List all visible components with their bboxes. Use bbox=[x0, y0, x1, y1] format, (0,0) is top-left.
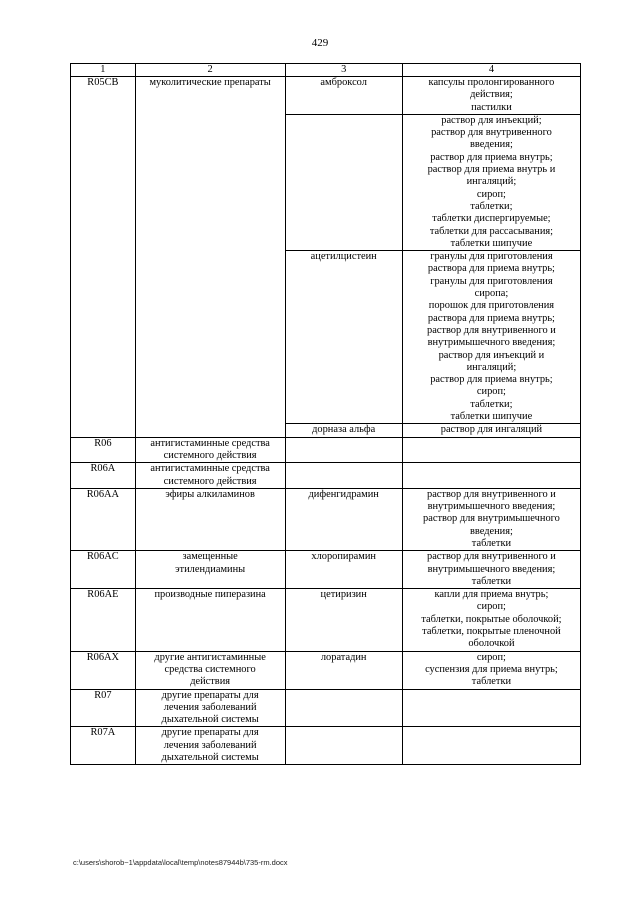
page-number: 429 bbox=[311, 37, 329, 49]
table-row bbox=[71, 689, 581, 727]
drug-cell: ацетилцистеин bbox=[285, 251, 402, 424]
header-cell-1: 1 bbox=[71, 64, 136, 77]
header-cell-2: 2 bbox=[135, 64, 285, 77]
forms-cell bbox=[402, 463, 580, 489]
header-cell-3: 3 bbox=[285, 64, 402, 77]
atc-code-cell: R06A bbox=[71, 463, 136, 489]
forms-cell: капли для приема внутрь; сироп; таблетки, покрытые оболочкой; таблетки, покрытые пленочной оболочкой bbox=[402, 589, 580, 651]
atc-code-cell: R05CB bbox=[71, 77, 136, 438]
drug-cell bbox=[285, 689, 402, 727]
table-row bbox=[71, 727, 581, 765]
table-row bbox=[71, 488, 581, 550]
atc-code-cell: R06 bbox=[71, 437, 136, 463]
group-cell: антигистаминные средства системного действия bbox=[135, 463, 285, 489]
drug-cell bbox=[285, 114, 402, 250]
group-cell: другие антигистаминные средства системного действия bbox=[135, 651, 285, 689]
forms-cell: раствор для инъекций; раствор для внутривенного введения; раствор для приема внутрь; раствор для приема внутрь и ингаляций; сироп; таблетки; таблетки диспергируемые; таблетки для рассасывания; таблетки шипучие bbox=[402, 114, 580, 250]
file-path-footer: c:\users\shorob~1\appdata\local\temp\notes87944b\735-rm.docx bbox=[73, 858, 288, 867]
drug-cell bbox=[285, 727, 402, 765]
table-row bbox=[71, 651, 581, 689]
group-cell: эфиры алкиламинов bbox=[135, 488, 285, 550]
table-row bbox=[71, 437, 581, 463]
drug-cell: амброксол bbox=[285, 77, 402, 115]
forms-cell: раствор для ингаляций bbox=[402, 424, 580, 437]
forms-cell bbox=[402, 727, 580, 765]
table-row bbox=[71, 77, 581, 115]
group-cell: производные пиперазина bbox=[135, 589, 285, 651]
forms-cell: капсулы пролонгированного действия; пастилки bbox=[402, 77, 580, 115]
table-row bbox=[71, 463, 581, 489]
table-header-row bbox=[71, 64, 581, 77]
drug-cell: лоратадин bbox=[285, 651, 402, 689]
forms-cell: раствор для внутривенного и внутримышечного введения; раствор для внутримышечного введения; таблетки bbox=[402, 488, 580, 550]
atc-code-cell: R06AE bbox=[71, 589, 136, 651]
forms-cell bbox=[402, 689, 580, 727]
table-row bbox=[71, 589, 581, 651]
atc-code-cell: R07 bbox=[71, 689, 136, 727]
group-cell: муколитические препараты bbox=[135, 77, 285, 438]
drug-cell: хлоропирамин bbox=[285, 551, 402, 589]
atc-code-cell: R07A bbox=[71, 727, 136, 765]
atc-code-cell: R06AX bbox=[71, 651, 136, 689]
forms-cell: гранулы для приготовления раствора для приема внутрь; гранулы для приготовления сиропа; порошок для приготовления раствора для приема внутрь; раствор для внутривенного и внутримышечного введения; раствор для инъекций и ингаляций; раствор для приема внутрь; сироп; таблетки; таблетки шипучие bbox=[402, 251, 580, 424]
drug-cell: дифенгидрамин bbox=[285, 488, 402, 550]
forms-cell: сироп; суспензия для приема внутрь; таблетки bbox=[402, 651, 580, 689]
group-cell: другие препараты для лечения заболеваний дыхательной системы bbox=[135, 727, 285, 765]
group-cell: другие препараты для лечения заболеваний дыхательной системы bbox=[135, 689, 285, 727]
table-row bbox=[71, 551, 581, 589]
header-cell-4: 4 bbox=[402, 64, 580, 77]
drug-cell: цетиризин bbox=[285, 589, 402, 651]
forms-cell bbox=[402, 437, 580, 463]
drug-cell bbox=[285, 463, 402, 489]
group-cell: замещенные этилендиамины bbox=[135, 551, 285, 589]
atc-code-cell: R06AC bbox=[71, 551, 136, 589]
drug-table bbox=[70, 63, 581, 765]
drug-cell: дорназа альфа bbox=[285, 424, 402, 437]
drug-cell bbox=[285, 437, 402, 463]
atc-code-cell: R06AA bbox=[71, 488, 136, 550]
forms-cell: раствор для внутривенного и внутримышечного введения; таблетки bbox=[402, 551, 580, 589]
group-cell: антигистаминные средства системного действия bbox=[135, 437, 285, 463]
